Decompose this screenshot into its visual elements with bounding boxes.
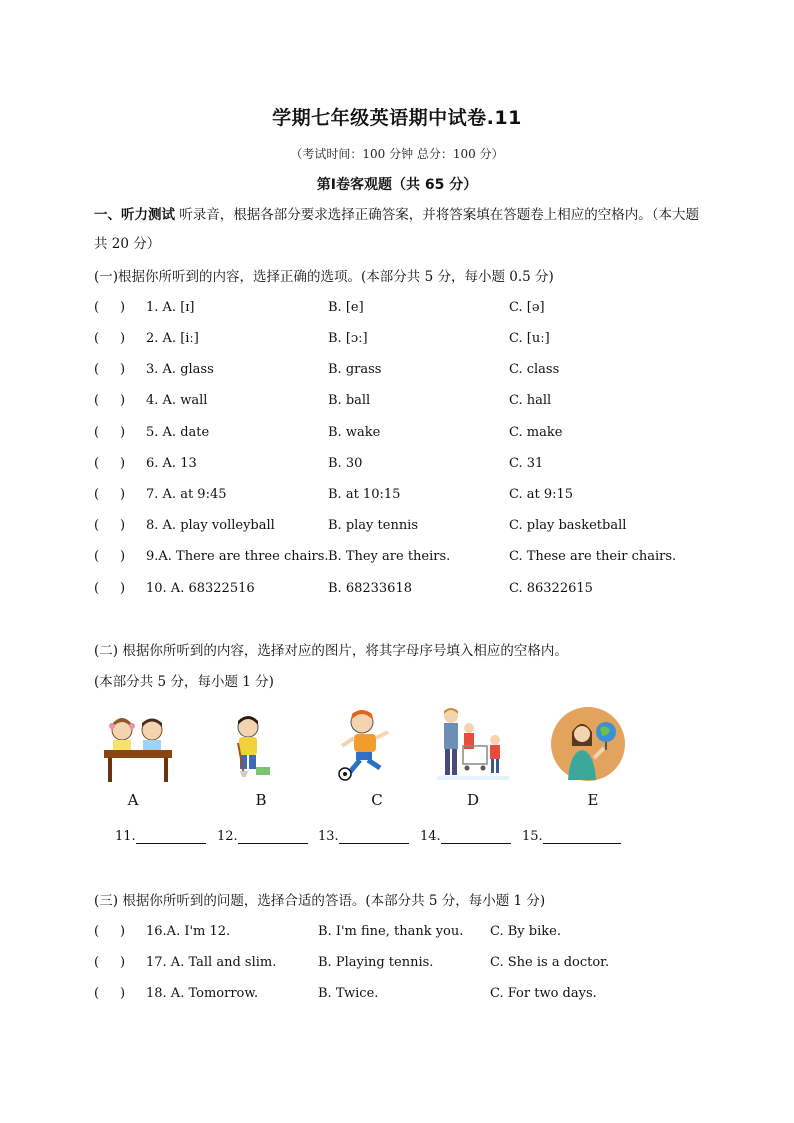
option-a: 6. A. 13 [146, 456, 197, 471]
question-row: ( ) 3. A. glass B. grass C. class [94, 362, 560, 377]
sub2-instructions: (二) 根据你所听到的内容，选择对应的图片，将其字母序号填入相应的空格内。 [94, 643, 568, 659]
option-b: B. grass [328, 362, 382, 377]
sub3-instructions: (三) 根据你所听到的问题，选择合适的答语。(本部分共 5 分，每小题 1 分) [94, 893, 546, 909]
answer-blank-11[interactable]: 11. [115, 829, 206, 844]
option-c: C. 31 [509, 456, 544, 471]
question-row: ( ) 5. A. date B. wake C. make [94, 425, 563, 440]
answer-blank-13[interactable]: 13. [318, 829, 409, 844]
option-c: C. at 9:15 [509, 487, 574, 502]
picture-a-kids-at-desk [100, 712, 176, 784]
option-b: B. at 10:15 [328, 487, 401, 502]
part1-heading-text: 听录音，根据各部分要求选择正确答案，并将答案填在答题卷上相应的空格内。（本大题共 20 分） [94, 207, 700, 252]
option-b: B. ball [328, 393, 371, 408]
option-b: B. They are theirs. [328, 549, 451, 564]
option-c: C. 86322615 [509, 581, 593, 596]
option-a: 1. A. [ɪ] [146, 300, 195, 315]
option-a: 18. A. Tomorrow. [146, 986, 259, 1001]
option-c: C. She is a doctor. [490, 955, 610, 970]
picture-c-boy-football [336, 708, 394, 782]
option-a: 4. A. wall [146, 393, 208, 408]
option-b: B. Playing tennis. [318, 955, 434, 970]
section-heading: 第Ⅰ卷客观题（共 65 分） [316, 177, 478, 193]
option-b: B. [e] [328, 300, 364, 315]
option-a: 8. A. play volleyball [146, 518, 275, 533]
question-row: ( ) 16.A. I'm 12. B. I'm fine, thank you. C. By bike. [94, 924, 561, 939]
option-c: C. [ə] [509, 300, 545, 315]
exam-title: 学期七年级英语期中试卷.11 [272, 107, 522, 129]
question-row: ( ) 4. A. wall B. ball C. hall [94, 393, 552, 408]
option-a: 7. A. at 9:45 [146, 487, 227, 502]
option-c: C. These are their chairs. [509, 549, 677, 564]
option-b: B. wake [328, 425, 381, 440]
option-b: B. I'm fine, thank you. [318, 924, 464, 939]
exam-subtitle: （考试时间：100 分钟 总分：100 分） [290, 147, 504, 161]
option-c: C. play basketball [509, 518, 627, 533]
question-row: ( ) 1. A. [ɪ] B. [e] C. [ə] [94, 300, 545, 315]
sub1-instructions: (一)根据你所听到的内容，选择正确的选项。(本部分共 5 分，每小题 0.5 分) [94, 269, 554, 285]
answer-blank-14[interactable]: 14. [420, 829, 511, 844]
option-a: 16.A. I'm 12. [146, 924, 231, 939]
picture-label-a: A [127, 791, 139, 809]
question-row: ( ) 2. A. [iː] B. [ɔː] C. [uː] [94, 331, 550, 346]
option-a: 10. A. 68322516 [146, 581, 255, 596]
question-row: ( ) 8. A. play volleyball B. play tennis C. play basketball [94, 518, 627, 533]
part1-heading: 一、听力测试 [94, 207, 175, 223]
question-row: ( ) 6. A. 13 B. 30 C. 31 [94, 456, 544, 471]
answer-blank-15[interactable]: 15. [522, 829, 621, 844]
option-c: C. make [509, 425, 563, 440]
picture-b-boy-sweeping [226, 713, 276, 779]
picture-e-teacher-globe [550, 706, 626, 782]
picture-d-family-shopping [437, 706, 509, 782]
picture-label-b: B [255, 791, 267, 809]
question-row: ( ) 10. A. 68322516 B. 68233618 C. 86322615 [94, 581, 593, 596]
sub2-instructions-points: (本部分共 5 分，每小题 1 分) [94, 674, 274, 690]
option-b: B. 68233618 [328, 581, 412, 596]
option-b: B. play tennis [328, 518, 419, 533]
picture-label-c: C [371, 791, 383, 809]
question-row: ( ) 17. A. Tall and slim. B. Playing tennis. C. She is a doctor. [94, 955, 610, 970]
option-c: C. hall [509, 393, 552, 408]
option-c: C. By bike. [490, 924, 561, 939]
option-a: 3. A. glass [146, 362, 214, 377]
question-row: ( ) 18. A. Tomorrow. B. Twice. C. For two days. [94, 986, 597, 1001]
option-c: C. class [509, 362, 560, 377]
question-row: ( ) 9.A. There are three chairs. B. They are theirs. C. These are their chairs. [94, 549, 677, 564]
option-b: B. 30 [328, 456, 363, 471]
picture-label-e: E [587, 791, 599, 809]
answer-blank-12[interactable]: 12. [217, 829, 308, 844]
option-b: B. Twice. [318, 986, 379, 1001]
option-a: 9.A. There are three chairs. [146, 549, 329, 564]
option-a: 2. A. [iː] [146, 331, 199, 346]
question-row: ( ) 7. A. at 9:45 B. at 10:15 C. at 9:15 [94, 487, 574, 502]
option-c: C. For two days. [490, 986, 597, 1001]
option-c: C. [uː] [509, 331, 550, 346]
part1-instructions [94, 201, 704, 259]
option-b: B. [ɔː] [328, 331, 368, 346]
option-a: 5. A. date [146, 425, 210, 440]
picture-label-d: D [466, 791, 480, 809]
option-a: 17. A. Tall and slim. [146, 955, 277, 970]
